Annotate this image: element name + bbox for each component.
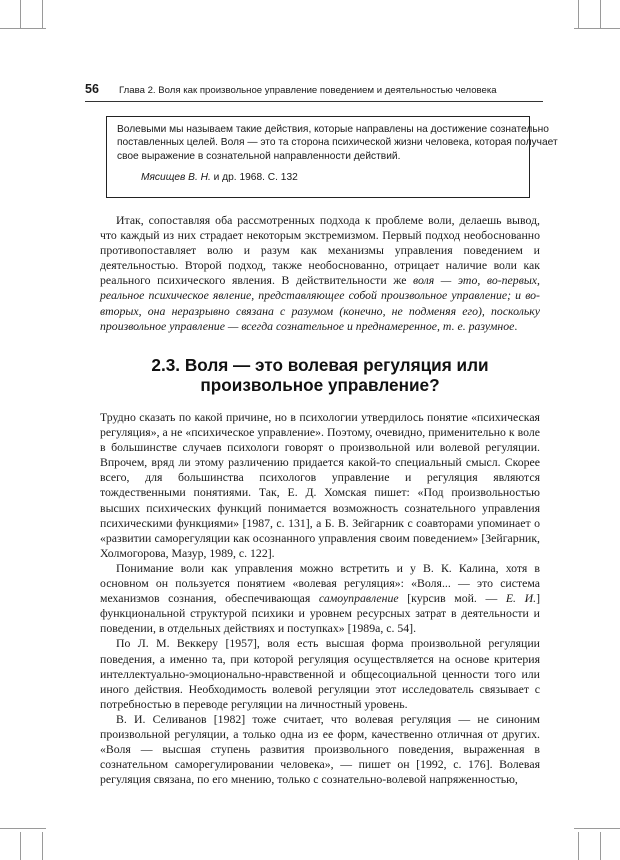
definition-source — [117, 171, 519, 184]
definition-box — [106, 116, 558, 198]
crop-mark — [574, 28, 620, 29]
paragraph-text: Понимание воли как управления можно встретить и у В. К. Калина, хотя в основном он пользуется понятием «волевая регуляция»: «Воля... — это система механизмов сознания, обеспечивающая — [100, 560, 540, 606]
crop-mark — [42, 832, 43, 860]
crop-mark — [574, 828, 620, 829]
source-details: и др. 1968. С. 132 — [210, 172, 298, 184]
crop-mark — [0, 828, 46, 829]
main-text-block — [100, 410, 540, 787]
paragraph — [100, 213, 540, 334]
intro-text-block — [100, 213, 540, 334]
crop-mark — [20, 0, 21, 28]
section-heading: 2.3. Воля — это волевая регуляция или произвольное управление? — [151, 355, 489, 395]
paragraph: В. И. Селиванов [1982] тоже считает, что волевая регуляция — не синоним произвольной регуляции, а только одна из ее форм, качественно отличная от других. «Воля — высшая ступень развития произвольного поведения, выраженная в сознательном саморегулировании человека», — пишет он [1992, с. 176]. Волевая регуляция связана, по его мнению, только с сознательно-волевой напряженностью, — [100, 711, 540, 787]
definition-line: свое выражение в сознательной направленности действий. — [117, 150, 401, 162]
crop-mark — [578, 0, 579, 28]
definition-line: поставленных целей. Воля — это та сторона психической жизни человека, которая получает — [117, 137, 558, 149]
page-number: 56 — [85, 82, 99, 96]
paragraph-italic: Е. И. — [505, 591, 537, 606]
paragraph-text: [курсив мой. — — [398, 591, 506, 606]
crop-mark — [0, 28, 46, 29]
paragraph: По Л. М. Веккеру [1957], воля есть высшая форма произвольной регуляции поведения, а именно та, при которой регуляция осуществляется на основе критерия интеллектуально-эмоционально-нравственной и общесоциальной ценности того или иного действия. Необходимость волевой регуляции этот исследователь связывает с потребностью в переводе регуляции на личностный уровень. — [100, 636, 540, 711]
running-header — [85, 80, 543, 102]
paragraph — [100, 561, 540, 636]
source-author: Мясищев В. Н. — [141, 172, 211, 184]
crop-mark — [600, 832, 601, 860]
crop-mark — [42, 0, 43, 28]
paragraph-text: ] функциональной структурой психики и уровнем ресурсных затрат в деятельности и поведении, в отдельных действиях и поступках» [1989а, с. 54]. — [100, 591, 540, 636]
chapter-title: Глава 2. Воля как произвольное управление поведением и деятельностью человека — [119, 85, 497, 96]
paragraph: Трудно сказать по какой причине, но в психологии утвердилось понятие «психическая регуляция», а не «психическое управление». Поэтому, очевидно, применительно к воле в большинстве случаев психологи говорят о произвольной или волевой регуляции. Впрочем, вряд ли этому различению придается какой-то специальный смысл. Скорее всего, для большинства психологов управление и регуляция являются тождественными понятиями. Так, Е. Д. Хомская пишет: «Под произвольностью высших психических функций понимается возможность сознательного управления психическими функциями» [1987, с. 131], а Б. В. Зейгарник с соавторами упоминает о «развитии саморегуляции как осознанного управления своим поведением» [Зейгарник, Холмогорова, Мазур, 1989, с. 122]. — [100, 410, 540, 560]
paragraph-text: Итак, сопоставляя оба рассмотренных подхода к проблеме воли, делаешь вывод, что каждый из них страдает некоторым экстремизмом. Первый подход необоснованно противопоставляет волю и разум как механизмы управления поведением и деятельностью. Второй подход, также необоснованно, отрицает наличие воли как реального психического явления. В действительности же — [100, 213, 540, 288]
paragraph-end: . — [514, 318, 518, 333]
paragraph-italic: воля — это, во-первых, реальное психическое явление, представляющее собой произвольное управление; и во-вторых, она неразрывно связана с разумом (конечно, не подменяя его), поскольку произвольное управление — всегда сознательное и преднамеренное, т. е. разумное — [100, 273, 540, 333]
crop-mark — [600, 0, 601, 28]
crop-mark — [20, 832, 21, 860]
crop-mark — [578, 832, 579, 860]
paragraph-italic: самоуправление — [318, 591, 399, 606]
definition-line: Волевыми мы называем такие действия, которые направлены на достижение сознательно — [117, 124, 549, 135]
